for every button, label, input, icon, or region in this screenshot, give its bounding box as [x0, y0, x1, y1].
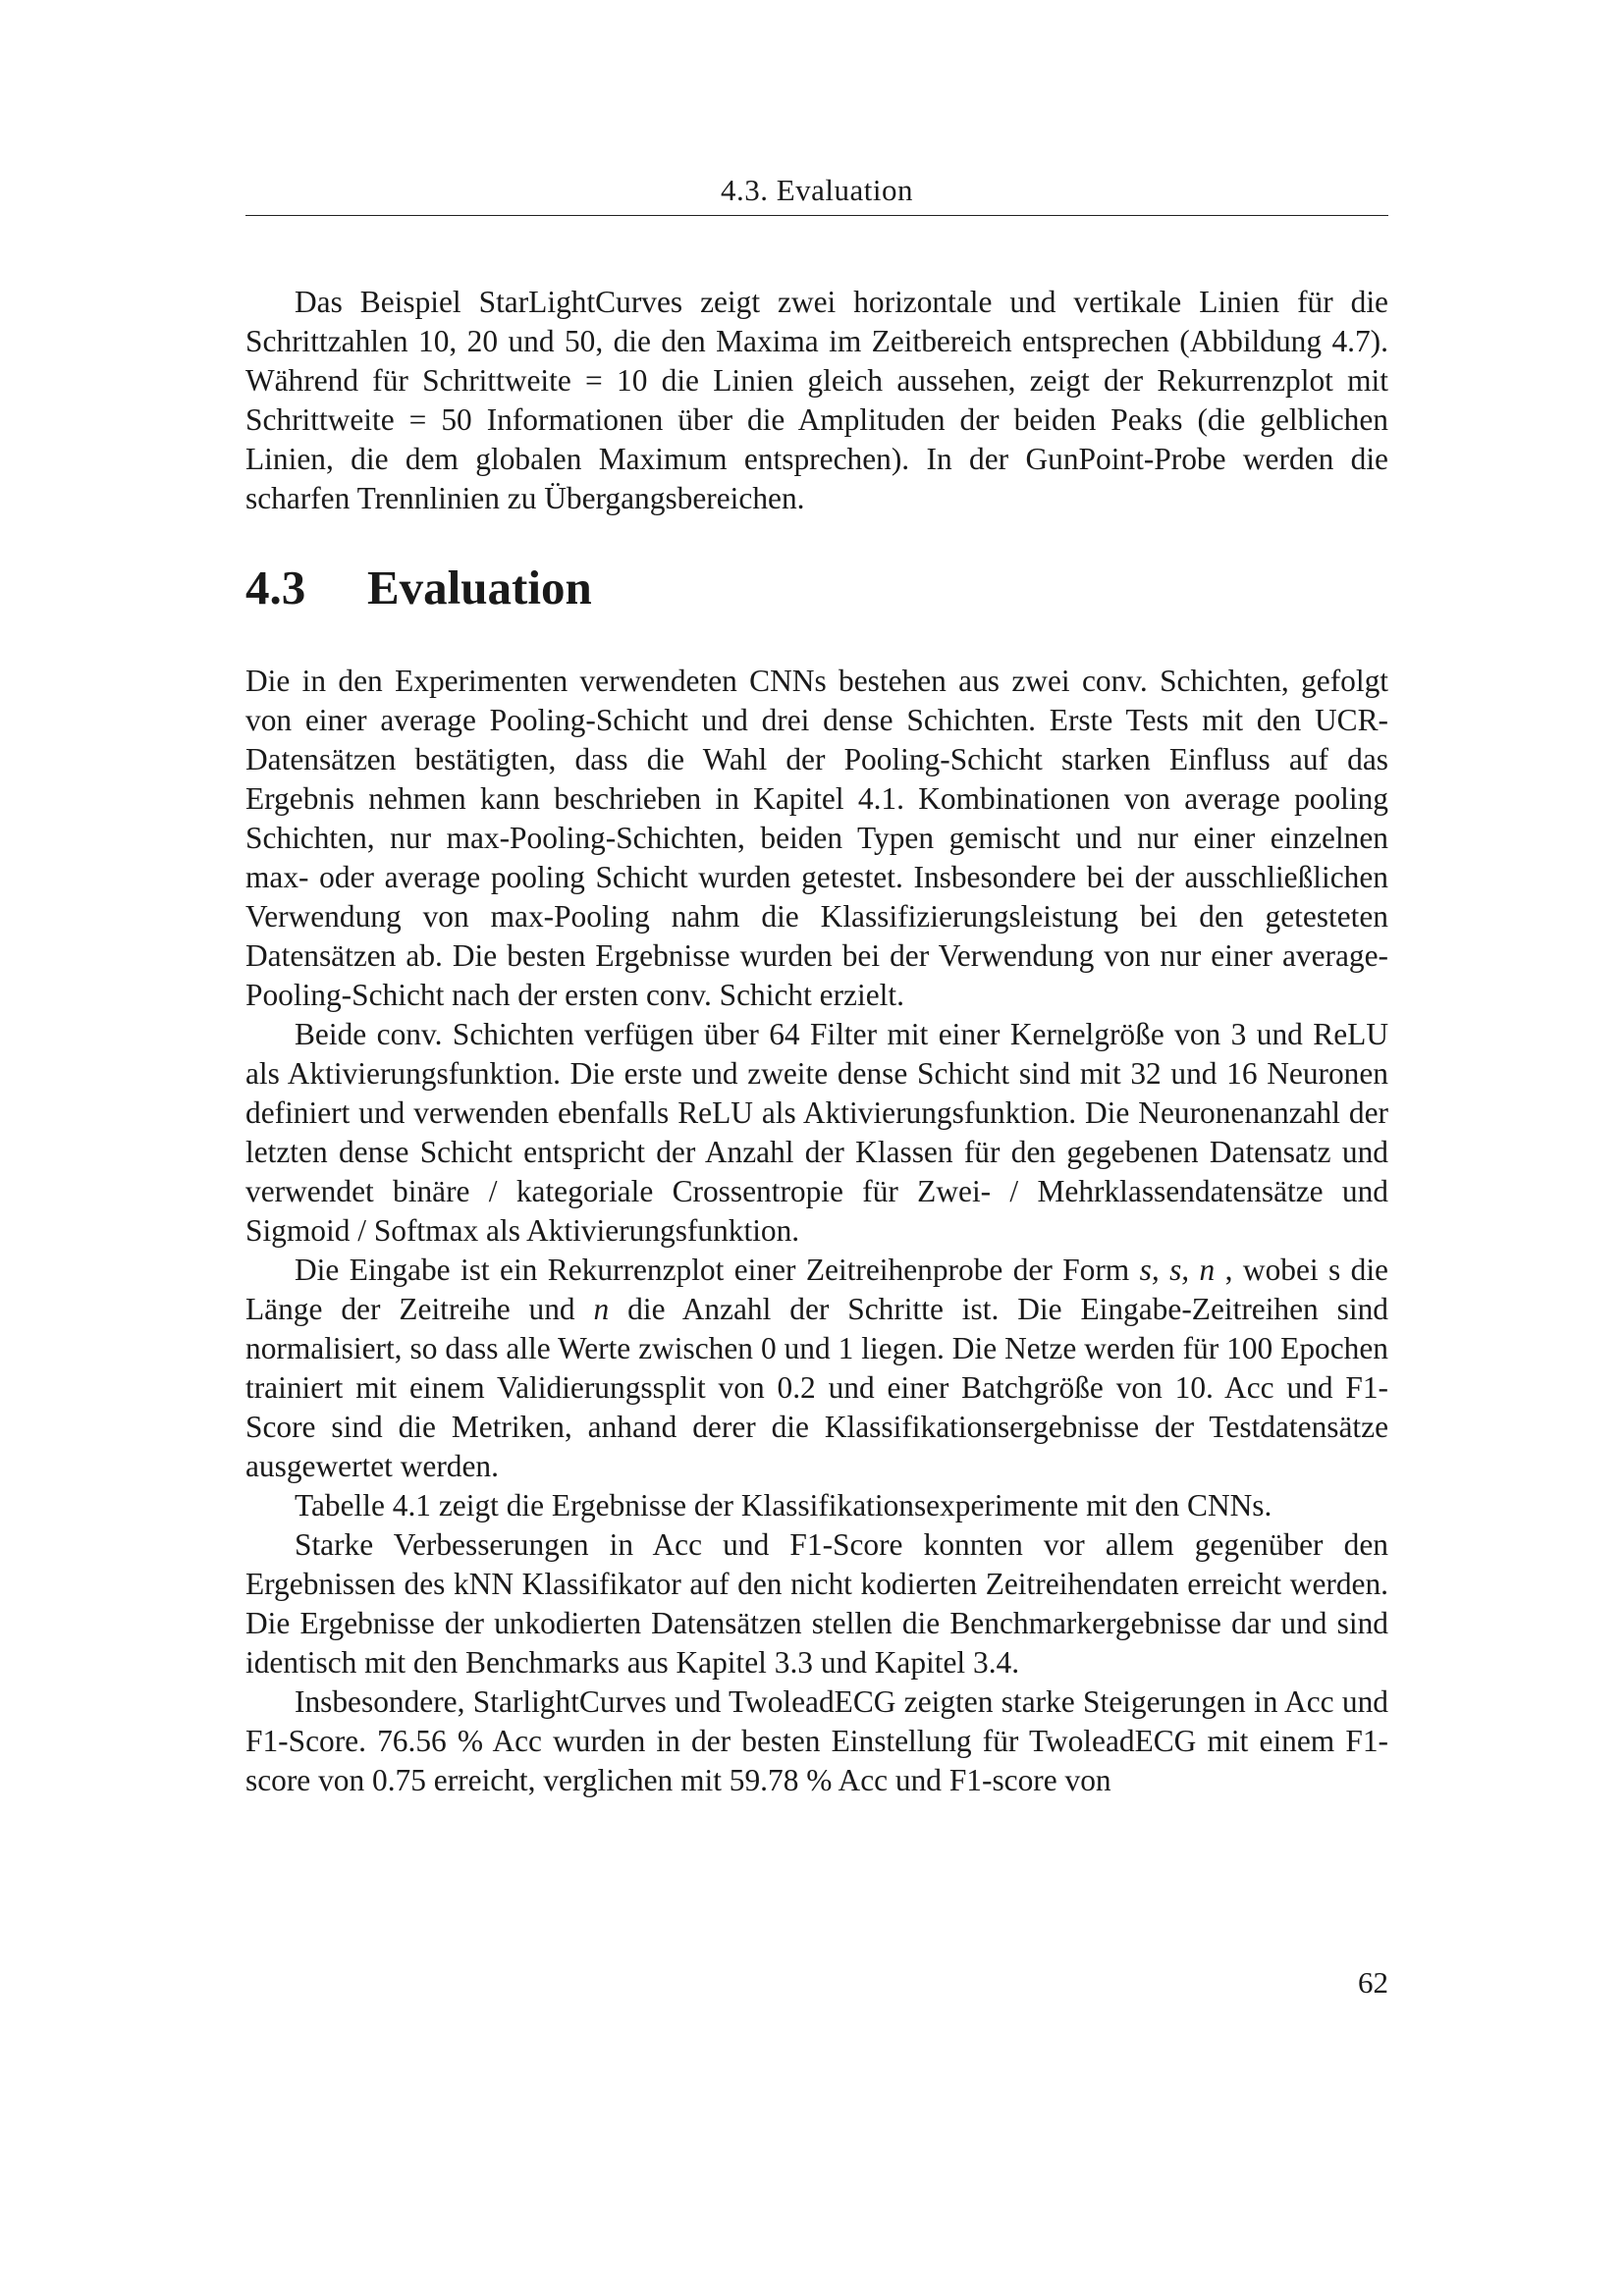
header-rule — [245, 215, 1388, 216]
paragraph-layers: Beide conv. Schichten verfügen über 64 Filter mit einer Kernelgröße von 3 und ReLU als Aktivierungsfunktion. Die erste und zweite dense Schicht sind mit 32 und 16 Neuronen definiert und verwenden ebenfalls ReLU als Aktivierungsfunktion. Die Neuronenanzahl der letzten dense Schicht entspricht der Anzahl der Klassen für den gegebenen Datensatz und verwendet binäre / kategoriale Crossentropie für Zwei- / Mehrklassendatensätze und Sigmoid / Softmax als Aktivierungsfunktion. — [245, 1017, 1388, 1248]
paragraph-input-text-3: die Anzahl der Schritte ist. Die Eingabe-Zeitreihen sind normalisiert, so dass alle Werte zwischen 0 und 1 liegen. Die Netze werden für 100 Epochen trainiert mit einem Validierungssplit von 0.2 und einer Batchgröße von 10. Acc und F1-Score sind die Metriken, anhand derer die Klassifikationsergebnisse der Testdatensätze ausgewertet werden. — [245, 1292, 1388, 1483]
paragraph-improvements: Starke Verbesserungen in Acc und F1-Score konnten vor allem gegenüber den Ergebnissen des kNN Klassifikator auf den nicht kodierten Zeitreihendaten erreicht werden. Die Ergebnisse der unkodierten Datensätzen stellen die Benchmarkergebnisse dar und sind identisch mit den Benchmarks aus Kapitel 3.3 und Kapitel 3.4. — [245, 1527, 1388, 1680]
math-n: n — [593, 1292, 610, 1326]
paragraph-input-text-2: , wobei s die Länge der Zeitreihe und — [245, 1253, 1388, 1326]
running-header: 4.3. Evaluation — [720, 173, 914, 207]
paragraph-results: Insbesondere, StarlightCurves und TwoleadECG zeigten starke Steigerungen in Acc und F1-Score. 76.56 % Acc wurden in der besten Einstellung für TwoleadECG mit einem F1-score von 0.75 erreicht, verglichen mit 59.78 % Acc und F1-score von — [245, 1684, 1388, 1797]
section-heading — [245, 561, 1388, 615]
paragraph-input-text-1: Die Eingabe ist ein Rekurrenzplot einer Zeitreihenprobe der Form — [295, 1253, 1140, 1287]
paragraph-input — [245, 1251, 1388, 1486]
section-title: Evaluation — [367, 561, 592, 614]
math-shape: s, s, n — [1139, 1253, 1216, 1287]
page-number: 62 — [1358, 1965, 1388, 2000]
intro-paragraph: Das Beispiel StarLightCurves zeigt zwei horizontale und vertikale Linien für die Schrittzahlen 10, 20 und 50, die den Maxima im Zeitbereich entsprechen (Abbildung 4.7). Während für Schrittweite = 10 die Linien gleich aussehen, zeigt der Rekurrenzplot mit Schrittweite = 50 Informationen über die Amplituden der beiden Peaks (die gelblichen Linien, die dem globalen Maximum entsprechen). In der GunPoint-Probe werden die scharfen Trennlinien zu Übergangsbereichen. — [245, 285, 1388, 515]
paragraph-table-ref: Tabelle 4.1 zeigt die Ergebnisse der Klassifikationsexperimente mit den CNNs. — [295, 1488, 1272, 1522]
section-number: 4.3 — [245, 561, 306, 614]
paragraph-cnn-architecture: Die in den Experimenten verwendeten CNNs bestehen aus zwei conv. Schichten, gefolgt von einer average Pooling-Schicht und drei dense Schichten. Erste Tests mit den UCR-Datensätzen bestätigten, dass die Wahl der Pooling-Schicht starken Einfluss auf das Ergebnis nehmen kann beschrieben in Kapitel 4.1. Kombinationen von average pooling Schichten, nur max-Pooling-Schichten, beiden Typen gemischt und nur einer einzelnen max- oder average pooling Schicht wurden getestet. Insbesondere bei der ausschließlichen Verwendung von max-Pooling nahm die Klassifizierungsleistung bei den getesteten Datensätzen ab. Die besten Ergebnisse wurden bei der Verwendung von nur einer average-Pooling-Schicht nach der ersten conv. Schicht erzielt. — [245, 664, 1388, 1012]
body-text — [245, 283, 1388, 1800]
